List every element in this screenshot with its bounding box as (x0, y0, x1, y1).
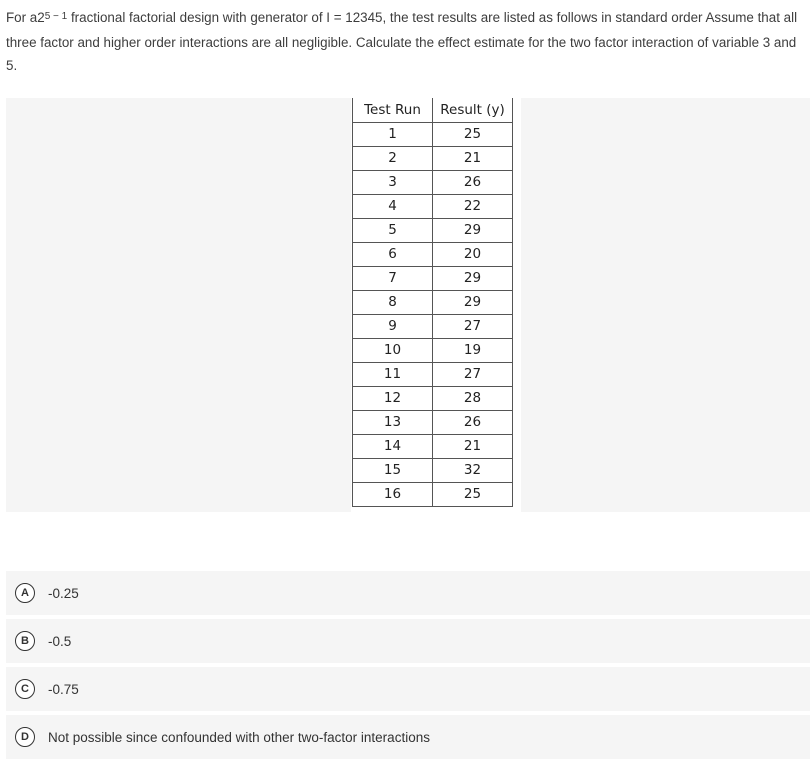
table-header-row (353, 98, 513, 122)
cell-test-run: 5 (353, 218, 433, 242)
table-row (353, 314, 513, 338)
option-letter-c[interactable]: C (15, 679, 35, 699)
table-row (353, 170, 513, 194)
cell-result: 20 (433, 242, 513, 266)
cell-result: 25 (433, 482, 513, 506)
question-body: fractional factorial design with generator of I = 12345, the test results are listed as follows in standard order Assume that all three factor and higher order interactions are all negligible. Calculate the effect estimate for the two factor interaction of variable 3 and 5. (6, 10, 798, 73)
cell-test-run: 11 (353, 362, 433, 386)
question-exponent: 5 − 1 (44, 11, 68, 22)
cell-test-run: 6 (353, 242, 433, 266)
question-text (6, 6, 806, 77)
option-letter-d[interactable]: D (15, 727, 35, 747)
option-text-c[interactable]: -0.75 (48, 681, 79, 697)
table-row (353, 122, 513, 146)
table-row (353, 146, 513, 170)
cell-result: 29 (433, 290, 513, 314)
cell-result: 19 (433, 338, 513, 362)
option-a[interactable] (6, 571, 810, 615)
cell-result: 21 (433, 146, 513, 170)
cell-result: 29 (433, 218, 513, 242)
option-b[interactable] (6, 619, 810, 663)
cell-test-run: 2 (353, 146, 433, 170)
table-row (353, 218, 513, 242)
cell-result: 27 (433, 362, 513, 386)
table-row (353, 338, 513, 362)
cell-result: 22 (433, 194, 513, 218)
cell-test-run: 9 (353, 314, 433, 338)
table-row (353, 362, 513, 386)
cell-test-run: 13 (353, 410, 433, 434)
cell-test-run: 8 (353, 290, 433, 314)
cell-test-run: 12 (353, 386, 433, 410)
question-prefix: For a2 (6, 10, 45, 25)
cell-test-run: 1 (353, 122, 433, 146)
cell-result: 28 (433, 386, 513, 410)
cell-test-run: 16 (353, 482, 433, 506)
cell-result: 26 (433, 410, 513, 434)
table-row (353, 482, 513, 506)
option-letter-a[interactable]: A (15, 583, 35, 603)
cell-result: 21 (433, 434, 513, 458)
cell-test-run: 15 (353, 458, 433, 482)
cell-result: 25 (433, 122, 513, 146)
cell-result: 32 (433, 458, 513, 482)
option-c[interactable] (6, 667, 810, 711)
table-row (353, 434, 513, 458)
cell-test-run: 4 (353, 194, 433, 218)
table-row (353, 266, 513, 290)
table-body (353, 122, 513, 506)
table-row (353, 290, 513, 314)
table-container (6, 98, 810, 512)
header-result: Result (y) (433, 98, 513, 122)
option-text-d[interactable]: Not possible since confounded with other two-factor interactions (48, 729, 430, 745)
option-letter-b[interactable]: B (15, 631, 35, 651)
option-d[interactable] (6, 715, 810, 759)
cell-test-run: 14 (353, 434, 433, 458)
cell-test-run: 3 (353, 170, 433, 194)
header-test-run: Test Run (353, 98, 433, 122)
table-row (353, 458, 513, 482)
results-table (352, 98, 513, 507)
cell-result: 27 (433, 314, 513, 338)
cell-test-run: 10 (353, 338, 433, 362)
table-row (353, 386, 513, 410)
table-row (353, 242, 513, 266)
table-row (353, 194, 513, 218)
table-row (353, 410, 513, 434)
cell-result: 26 (433, 170, 513, 194)
option-text-a[interactable]: -0.25 (48, 585, 79, 601)
cell-result: 29 (433, 266, 513, 290)
cell-test-run: 7 (353, 266, 433, 290)
option-text-b[interactable]: -0.5 (48, 633, 72, 649)
